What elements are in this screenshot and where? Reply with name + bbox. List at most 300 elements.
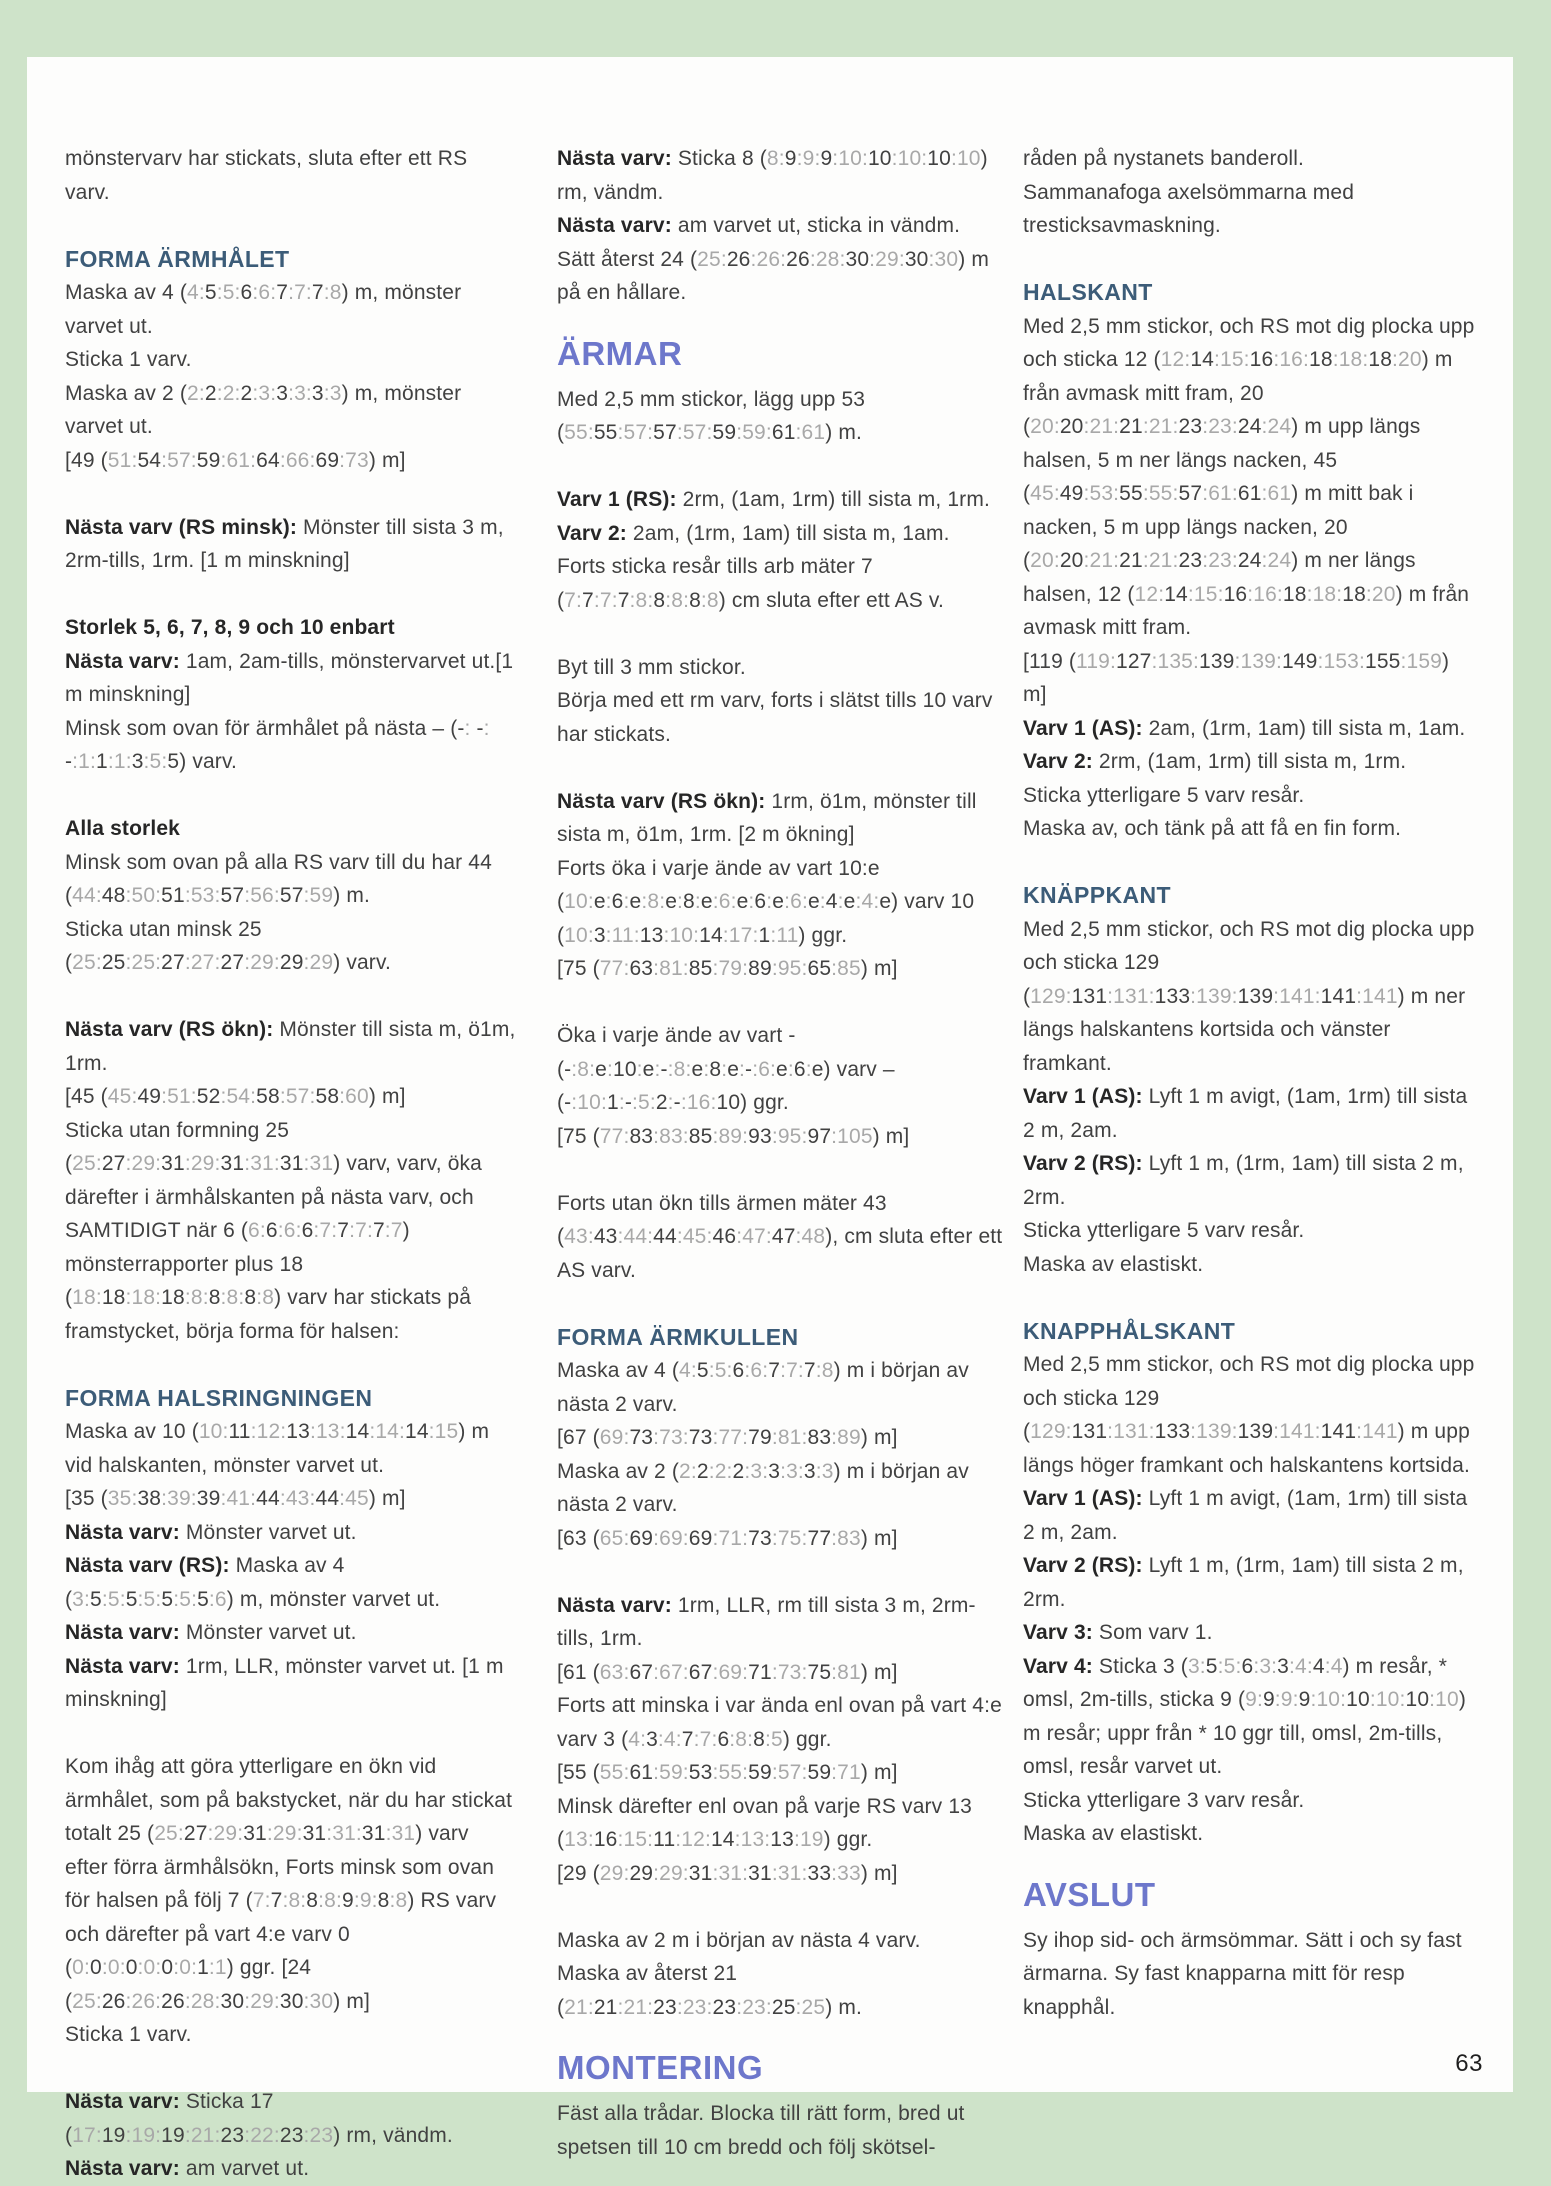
size-separator: : (682, 1761, 689, 1784)
size-number: 6 (758, 1057, 771, 1081)
size-separator: : (831, 1861, 838, 1885)
spacer (65, 1348, 517, 1382)
size-separator: : (84, 1587, 90, 1611)
size-separator: : (173, 1587, 180, 1611)
size-number: 3 (294, 381, 306, 405)
size-separator: : (1113, 415, 1120, 438)
size-number: 54 (226, 1085, 251, 1108)
size-separator: : (676, 1225, 683, 1248)
size-separator: : (1202, 549, 1209, 572)
size-separator: : (250, 1487, 257, 1510)
paragraph: Varv 1 (AS): Lyft 1 m avigt, (1am, 1rm) till sista 2 m, 2am. (1023, 1487, 1468, 1544)
paragraph: Med 2,5 mm stickor, och RS mot dig plocka upp och sticka 129 (129:131:131:133:139:139:141:141:141) m upp längs höger framkant och halskantens kortsida. (1023, 1353, 1475, 1477)
size-separator: : (1214, 348, 1220, 371)
inline-label: Varv 3: (1023, 1621, 1093, 1644)
spacer (557, 450, 1009, 484)
paragraph: Nästa varv (RS): Maska av 4 (3:5:5:5:5:5:5:5:6) m, mönster varvet ut. (65, 1554, 441, 1611)
size-number: 23 (1208, 549, 1232, 572)
size-separator: : (237, 1822, 244, 1845)
size-number: 8 (329, 281, 342, 304)
size-separator: : (805, 1057, 812, 1081)
size-separator: : (647, 1225, 654, 1248)
size-separator: : (653, 1660, 660, 1684)
paragraph: [55 (55:61:59:53:55:59:57:59:71) m] (557, 1761, 898, 1784)
size-number: 12 (1160, 348, 1185, 371)
size-separator: : (711, 1727, 718, 1751)
size-separator: : (809, 247, 816, 271)
size-separator: : (303, 1152, 310, 1175)
size-separator: : (1399, 1688, 1406, 1711)
size-separator: : (155, 1152, 162, 1175)
size-number: 29 (599, 1861, 624, 1885)
section-heading: FORMA ÄRMKULLEN (557, 1323, 799, 1350)
size-number: 67 (659, 1660, 683, 1684)
size-separator: : (736, 1995, 743, 2019)
size-separator: : (708, 1359, 715, 1382)
paragraph: Maska av 2 (2:2:2:2:3:3:3:3:3) m i början av nästa 2 varv. (557, 1459, 969, 1516)
size-separator: : (690, 1359, 697, 1382)
size-separator: : (739, 1057, 746, 1081)
size-separator: : (837, 890, 844, 913)
size-number: 2 (679, 1459, 691, 1483)
size-separator: : (801, 957, 808, 980)
size-number: 17 (72, 2123, 96, 2147)
size-number: 21 (564, 1995, 588, 2019)
paragraph: Kom ihåg att göra ytterligare en ökn vid ärmhålet, som på bakstycket, när du har stickat totalt 25 (25:27:29:31:29:31:31:31:31) varv efter förra ärmhålsökn, Forts minsk som ovan för halsen på följ 7 (7:7:8:8:8:9:9:8:8) RS varv och därefter på vart 4:e varv 0 (0:0:0:0:0:0:0:1:1) ggr. [24 (25:26:26:26:28:30:29:30:30) m] (65, 1755, 513, 2013)
size-separator: : (214, 2123, 221, 2147)
size-number: 8 (766, 147, 779, 170)
size-number: 19 (131, 2123, 156, 2147)
size-separator: : (736, 1225, 743, 1248)
size-separator: : (780, 1459, 787, 1483)
spacer (65, 779, 517, 813)
size-separator: : (202, 1286, 209, 1309)
size-number: 81 (659, 957, 683, 980)
size-number: 30 (934, 247, 959, 271)
size-separator: : (270, 381, 277, 405)
size-number: 10 (956, 147, 981, 170)
size-separator: : (1261, 549, 1268, 572)
size-separator: : (369, 1420, 376, 1443)
size-separator: : (1243, 348, 1250, 371)
size-separator: : (589, 1057, 596, 1081)
size-separator: : (161, 448, 168, 472)
paragraph: Sätt återst 24 (25:26:26:26:28:30:29:30:30) m på en hållare. (557, 247, 989, 304)
size-separator: : (726, 1359, 733, 1382)
size-separator: : (641, 890, 648, 913)
size-separator: : (742, 1124, 749, 1148)
paragraph: Nästa varv: Sticka 17 (17:19:19:19:21:23:22:23:23) rm, vändm. (65, 2090, 453, 2147)
size-separator: : (137, 1587, 144, 1611)
paragraph: Forts öka i varje ände av vart 10:e (10:e:6:e:8:e:8:e:6:e:6:e:6:e:4:e:4:e) varv 10 (10:3:11:13:10:14:17:1:11) ggr. (557, 856, 975, 947)
size-separator: : (1107, 984, 1114, 1008)
size-number: 3 (786, 1459, 798, 1483)
inline-label: Varv 2 (RS): (1023, 1152, 1143, 1175)
size-number: 7 (599, 588, 612, 612)
size-separator: : (326, 1822, 333, 1845)
size-separator: : (891, 147, 898, 170)
size-number: 3 (1187, 1654, 1200, 1678)
chapter-heading: ÄRMAR (557, 334, 683, 372)
inline-label: Nästa varv: (65, 2090, 180, 2113)
size-separator: : (95, 2123, 102, 2147)
inline-label: Varv 1 (RS): (557, 488, 677, 511)
size-separator: : (898, 247, 905, 271)
size-separator: : (1083, 549, 1090, 572)
size-separator: : (712, 1124, 719, 1148)
size-separator: : (617, 1225, 624, 1248)
size-number: 131 (1113, 984, 1149, 1008)
size-separator: : (371, 1889, 378, 1912)
size-separator: : (131, 448, 138, 472)
size-number: 8 (288, 1889, 301, 1912)
size-separator: : (385, 1822, 392, 1845)
size-number: 23 (309, 2123, 334, 2147)
size-number: 9 (359, 1889, 372, 1912)
size-separator: : (266, 1822, 273, 1845)
size-separator: : (244, 2123, 251, 2147)
inline-label: Varv 2 (RS): (1023, 1554, 1143, 1577)
size-separator: : (1083, 482, 1090, 505)
paragraph: [63 (65:69:69:69:71:73:75:77:83) m] (557, 1526, 898, 1550)
size-number: 131 (1113, 1420, 1149, 1443)
size-separator: : (398, 1420, 405, 1443)
spacer (65, 1717, 517, 1751)
size-number: 139 (1196, 984, 1232, 1008)
size-number: 6 (214, 1587, 227, 1611)
size-number: 31 (332, 1822, 356, 1845)
size-number: 15 (623, 1828, 648, 1851)
paragraph: Med 2,5 mm stickor, lägg upp 53 (55:55:57:57:57:59:59:61:61) m. (557, 387, 866, 444)
size-separator: : (706, 1995, 713, 2019)
size-separator: : (303, 2123, 310, 2147)
size-separator: : (184, 2123, 191, 2147)
size-number: 4 (861, 890, 874, 913)
size-separator: : (742, 1660, 749, 1684)
paragraph: Forts att minska i var ända enl ovan på vart 4:e varv 3 (4:3:4:7:7:6:8:8:5) ggr. (557, 1694, 1002, 1751)
size-separator: : (1053, 482, 1060, 505)
size-separator: : (712, 957, 719, 980)
size-separator: : (1172, 549, 1179, 572)
size-number: 25 (697, 247, 721, 271)
size-separator: : (339, 448, 346, 472)
size-number: 10 (1316, 1688, 1341, 1711)
paragraph: Maska av elastiskt. (1023, 1822, 1204, 1845)
inline-label: Nästa varv (RS minsk): (65, 515, 298, 539)
size-separator: : (1303, 348, 1310, 371)
size-number: 2 (187, 381, 199, 405)
size-number: 20 (1030, 415, 1054, 438)
size-separator: : (831, 1124, 838, 1148)
size-separator: : (331, 1219, 338, 1242)
paragraph: Minsk som ovan på alla RS varv till du har 44 (44:48:50:51:53:57:56:57:59) m. (65, 850, 492, 907)
paragraph: Sticka utan minsk 25 (25:25:25:27:27:27:29:29:29) varv. (65, 917, 392, 974)
size-number: 71 (837, 1761, 861, 1784)
size-separator: : (84, 1956, 90, 1979)
size-separator: : (1340, 1688, 1347, 1711)
size-separator: : (814, 147, 821, 170)
size-separator: : (198, 381, 205, 405)
inline-label: Varv 1 (AS): (1023, 1487, 1143, 1510)
section-heading: FORMA ÄRMHÅLET (65, 245, 290, 272)
size-separator: : (649, 1091, 656, 1114)
inline-label: Nästa varv: (65, 649, 180, 673)
paragraph: Sticka ytterligare 5 varv resår. (1023, 1219, 1305, 1242)
size-separator: : (95, 1286, 102, 1309)
size-number: 18 (131, 1286, 156, 1309)
size-number: 10 (564, 890, 588, 913)
paragraph: Nästa varv: Mönster varvet ut. (65, 1621, 357, 1644)
size-separator: : (155, 1587, 162, 1611)
size-separator: : (155, 1286, 162, 1309)
paragraph: [49 (51:54:57:59:61:64:66:69:73) m] (65, 448, 406, 472)
chapter-heading: MONTERING (557, 2049, 764, 2086)
size-separator: : (815, 1459, 822, 1483)
size-separator: : (305, 381, 312, 405)
paragraph: [35 (35:38:39:39:41:44:43:44:45) m] (65, 1487, 406, 1510)
size-number: 7 (786, 1359, 798, 1382)
size-separator: : (636, 1057, 643, 1081)
size-separator: : (618, 1091, 625, 1114)
size-number: 9 (802, 147, 815, 170)
spacer (65, 2052, 517, 2086)
paragraph: Varv 2 (RS): Lyft 1 m, (1rm, 1am) till sista 2 m, 2rm. (1023, 1554, 1464, 1611)
size-separator: : (839, 247, 846, 271)
size-number: 69 (718, 1660, 743, 1684)
size-number: 14 (375, 1420, 399, 1443)
size-number: 63 (599, 1660, 624, 1684)
size-number: 15 (434, 1420, 459, 1443)
paragraph: Maska av 4 (4:5:5:6:6:7:7:7:8) m, mönster varvet ut. (65, 281, 462, 338)
size-number: 8 (735, 1727, 748, 1751)
size-number: 7 (294, 281, 306, 304)
paragraph: Varv 1 (RS): 2rm, (1am, 1rm) till sista m, 1rm. (557, 488, 990, 511)
size-number: 7 (319, 1219, 332, 1242)
size-number: 28 (815, 247, 840, 271)
size-separator: : (766, 890, 773, 913)
size-separator: : (220, 1487, 227, 1510)
size-separator: : (1217, 1654, 1224, 1678)
paragraph: Nästa varv: 1rm, LLR, mönster varvet ut. [1 m minskning] (65, 1654, 504, 1711)
size-separator: : (184, 1989, 191, 2013)
size-number: 6 (790, 890, 802, 913)
size-separator: : (1273, 348, 1280, 371)
size-number: 83 (837, 1526, 861, 1550)
size-separator: : (653, 1861, 660, 1885)
size-separator: : (339, 1085, 346, 1108)
size-separator: : (801, 1426, 808, 1449)
size-separator: : (1314, 984, 1321, 1008)
size-number: 57 (682, 421, 707, 444)
size-separator: : (1172, 415, 1179, 438)
size-separator: : (155, 2123, 162, 2147)
size-separator: : (273, 2123, 280, 2147)
size-separator: : (795, 1225, 802, 1248)
size-number: 105 (837, 1124, 873, 1148)
size-number: 0 (179, 1956, 192, 1979)
pattern-page (27, 57, 1513, 2180)
size-separator: : (712, 1526, 719, 1550)
size-separator: : (694, 890, 701, 913)
spacer (557, 1890, 1009, 1924)
size-separator: : (1065, 1420, 1072, 1443)
size-separator: : (244, 884, 251, 907)
size-separator: : (208, 1587, 215, 1611)
size-number: 10 (1375, 1688, 1400, 1711)
paragraph (65, 812, 517, 846)
size-separator: : (747, 1727, 754, 1751)
paragraph: Nästa varv: Mönster varvet ut. (65, 1520, 357, 1544)
size-number: 81 (777, 1426, 802, 1449)
size-separator: : (797, 1359, 804, 1382)
size-separator: : (208, 1956, 215, 1979)
size-number: 31 (250, 1152, 274, 1175)
size-separator: : (161, 1085, 168, 1108)
paragraph: Nästa varv: Sticka 8 (8:9:9:9:10:10:10:10:10) rm, vändm. (557, 147, 988, 204)
size-separator: : (801, 1124, 808, 1148)
size-separator: : (796, 147, 803, 170)
section-heading: KNÄPPKANT (1023, 882, 1171, 908)
size-separator: : (323, 281, 330, 304)
size-separator: : (277, 1219, 284, 1242)
size-separator: : (288, 381, 295, 405)
size-number: 10 (198, 1420, 223, 1443)
size-number: 19 (799, 1828, 824, 1851)
paragraph: Varv 1 (AS): Lyft 1 m avigt, (1am, 1rm) till sista 2 m, 2am. (1023, 1085, 1468, 1142)
size-separator: : (214, 951, 221, 974)
size-number: 139 (1196, 1420, 1232, 1443)
size-number: 13 (740, 1828, 765, 1851)
size-number: 77 (599, 957, 624, 980)
size-number: 75 (777, 1526, 802, 1550)
size-separator: : (1314, 1420, 1321, 1443)
size-number: 1 (214, 1956, 227, 1979)
size-separator: : (155, 884, 162, 907)
size-number: 0 (143, 1956, 156, 1979)
size-number: 21 (190, 2123, 215, 2147)
size-separator: : (1113, 482, 1120, 505)
size-separator: : (244, 1152, 251, 1175)
size-number: 3 (329, 381, 342, 405)
size-number: 23 (1208, 415, 1232, 438)
size-number: 8 (190, 1286, 203, 1309)
size-number: 159 (1406, 649, 1442, 673)
size-separator: : (690, 1459, 697, 1483)
size-separator: : (750, 247, 757, 271)
size-separator: : (667, 1057, 674, 1081)
size-number: 29 (272, 1822, 297, 1845)
size-number: 44 (72, 884, 96, 907)
size-separator: : (663, 923, 670, 947)
size-separator: : (1306, 582, 1313, 606)
size-number: 65 (599, 1526, 624, 1550)
size-separator: : (1324, 1654, 1331, 1678)
size-separator: : (742, 1526, 749, 1550)
size-separator: : (617, 421, 624, 444)
size-separator: : (279, 1487, 286, 1510)
text-column-right (1023, 142, 1475, 2024)
size-number: 48 (801, 1225, 826, 1248)
size-separator: : (384, 1219, 391, 1242)
size-number: 39 (167, 1487, 191, 1510)
size-separator: : (155, 1956, 162, 1979)
paragraph: Maska av 4 (4:5:5:6:6:7:7:7:8) m i början av nästa 2 varv. (557, 1359, 969, 1416)
size-number: 69 (599, 1426, 624, 1449)
size-number: 4 (1295, 1654, 1307, 1678)
size-separator: : (300, 1889, 307, 1912)
size-number: 4 (663, 1727, 676, 1751)
size-separator: : (244, 1989, 251, 2013)
paragraph: Sticka ytterligare 3 varv resår. (1023, 1788, 1305, 1812)
size-separator: : (676, 1995, 683, 2019)
size-separator: : (155, 1989, 162, 2013)
size-separator: : (771, 1660, 778, 1684)
size-separator: : (464, 716, 471, 740)
size-separator: : (1358, 649, 1365, 673)
size-separator: : (623, 1124, 630, 1148)
size-number: 12 (1134, 582, 1159, 606)
size-separator: : (131, 1487, 138, 1510)
size-separator: : (667, 1091, 674, 1114)
paragraph: Maska av 10 (10:11:12:13:13:14:14:14:15) m vid halskanten, mönster varvet ut. (65, 1420, 490, 1477)
size-separator: : (1107, 1420, 1114, 1443)
size-number: 5 (770, 1727, 783, 1751)
size-separator: : (101, 1587, 108, 1611)
size-number: 29 (659, 1861, 683, 1885)
paragraph: [61 (63:67:67:67:69:71:73:75:81) m] (557, 1660, 898, 1684)
inline-label: Nästa varv: (557, 214, 672, 237)
size-number: 5 (714, 1359, 727, 1382)
size-separator: : (765, 1225, 772, 1248)
size-number: 16 (1253, 582, 1277, 606)
size-number: 119 (1076, 649, 1110, 673)
paragraph: råden på nystanets banderoll. (1023, 147, 1305, 170)
size-separator: : (184, 1152, 191, 1175)
size-separator: : (1231, 984, 1238, 1008)
size-number: 135 (1157, 649, 1193, 673)
size-number: 31 (309, 1152, 334, 1175)
size-number: 73 (659, 1426, 683, 1449)
size-separator: : (576, 588, 582, 612)
size-separator: : (703, 1057, 710, 1081)
size-separator: : (220, 1085, 227, 1108)
size-number: 71 (718, 1526, 743, 1550)
size-number: 141 (1279, 984, 1315, 1008)
size-number: 73 (345, 448, 369, 472)
size-separator: : (680, 1091, 687, 1114)
size-separator: : (428, 1420, 435, 1443)
size-separator: : (726, 1459, 733, 1483)
size-separator: : (712, 1426, 719, 1449)
size-number: 66 (285, 448, 310, 472)
size-separator: : (389, 1889, 396, 1912)
section-heading: KNAPPHÅLSKANT (1023, 1317, 1236, 1344)
paragraph: Nästa varv: 1rm, LLR, rm till sista 3 m, 2rm-tills, 1rm. (557, 1593, 976, 1650)
size-separator: : (214, 1152, 221, 1175)
size-separator: : (313, 1219, 320, 1242)
size-number: 6 (258, 281, 271, 304)
size-separator: : (801, 1861, 808, 1885)
size-number: 3 (72, 1587, 84, 1611)
spacer (557, 751, 1009, 785)
size-separator: : (771, 1861, 778, 1885)
size-separator: : (600, 1091, 607, 1114)
size-separator: : (1199, 1654, 1206, 1678)
size-separator: : (95, 884, 102, 907)
size-separator: : (873, 890, 880, 913)
spacer (557, 1153, 1009, 1187)
size-separator: : (640, 1727, 647, 1751)
